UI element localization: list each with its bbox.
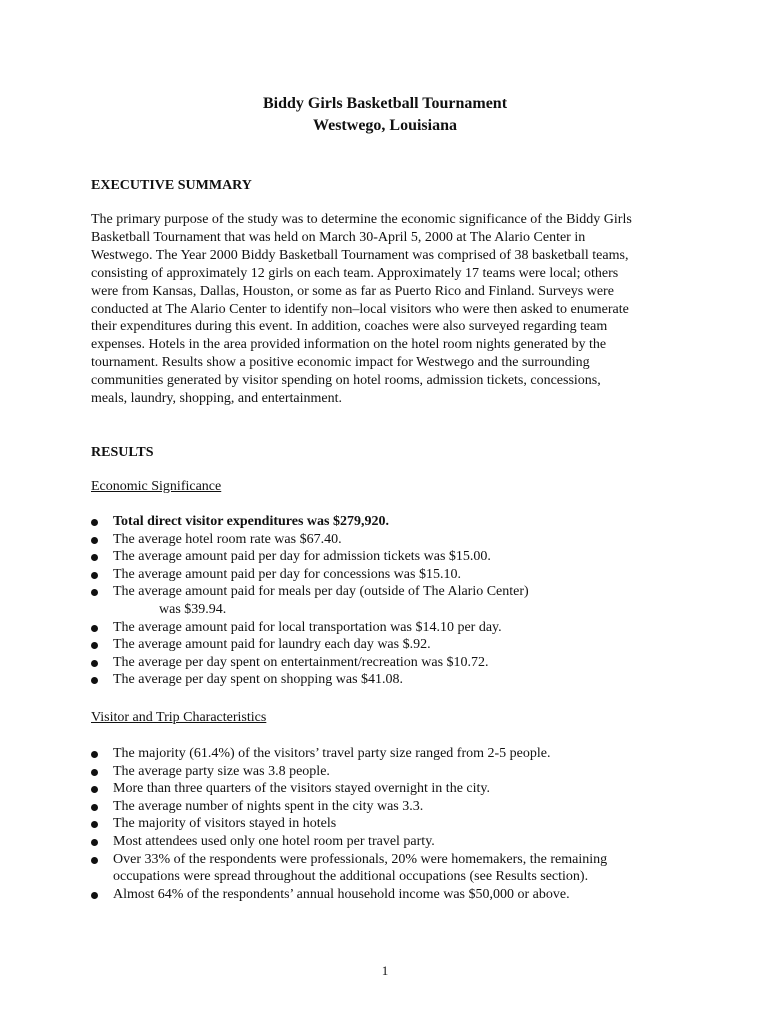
list-item-text: The average per day spent on entertainment/recreation was $10.72. (113, 654, 489, 670)
list-item-continuation: was $39.94. (159, 601, 227, 617)
bullet-icon (91, 804, 98, 811)
bullet-icon (91, 892, 98, 899)
bullet-icon (91, 857, 98, 864)
summary-line: meals, laundry, shopping, and entertainment. (91, 391, 343, 407)
bullet-icon (91, 572, 98, 579)
visitor-trip-list (91, 745, 691, 903)
list-item (91, 886, 691, 904)
document-title: Biddy Girls Basketball Tournament (262, 95, 508, 112)
document-subtitle: Westwego, Louisiana (312, 117, 457, 134)
list-item-text: Total direct visitor expenditures was $279,920. (113, 514, 389, 529)
list-item-text: Almost 64% of the respondents’ annual household income was $50,000 or above. (113, 886, 570, 902)
list-item-text: Over 33% of the respondents were professionals, 20% were homemakers, the remaining (113, 851, 608, 867)
executive-summary-paragraph (91, 211, 691, 408)
bullet-icon (91, 625, 98, 632)
executive-summary-heading: EXECUTIVE SUMMARY (91, 178, 252, 193)
summary-line: conducted at The Alario Center to identify non–local visitors who were then asked to enumerate (91, 301, 629, 317)
list-item (91, 815, 691, 833)
summary-line: Basketball Tournament that was held on March 30-April 5, 2000 at The Alario Center in (91, 229, 586, 245)
economic-significance-subheading: Economic Significance (91, 479, 222, 494)
bullet-icon (91, 677, 98, 684)
list-item (91, 851, 691, 886)
bullet-icon (91, 642, 98, 649)
list-item-text: The average amount paid per day for concessions was $15.10. (113, 566, 461, 582)
bullet-icon (91, 519, 98, 526)
summary-line: were from Kansas, Dallas, Houston, or some as far as Puerto Rico and Finland. Surveys were (91, 283, 614, 299)
list-item-text: The average per day spent on shopping was $41.08. (113, 672, 404, 688)
list-item-text: The average amount paid for meals per day (outside of The Alario Center) (113, 584, 529, 600)
list-item-text: The average amount paid per day for admission tickets was $15.00. (113, 549, 491, 565)
summary-line: expenses. Hotels in the area provided information on the hotel room nights generated by the (91, 337, 607, 353)
list-item (91, 619, 691, 637)
summary-line: their expenditures during this event. In addition, coaches were also surveyed regarding team (91, 319, 608, 335)
bullet-icon (91, 769, 98, 776)
list-item (91, 583, 691, 618)
bullet-icon (91, 554, 98, 561)
list-item (91, 531, 691, 549)
list-item (91, 513, 691, 531)
bullet-icon (91, 537, 98, 544)
bullet-icon (91, 751, 98, 758)
list-item-text: Most attendees used only one hotel room per travel party. (113, 833, 435, 849)
summary-line: The primary purpose of the study was to determine the economic significance of the Biddy Girls (91, 212, 632, 227)
list-item (91, 671, 691, 689)
list-item (91, 745, 691, 763)
list-item-text: The average amount paid for laundry each day was $.92. (113, 637, 431, 653)
list-item-text: The average number of nights spent in the city was 3.3. (113, 798, 424, 814)
list-item-text: The majority (61.4%) of the visitors’ travel party size ranged from 2-5 people. (113, 746, 551, 761)
bullet-icon (91, 589, 98, 596)
list-item-continuation: occupations were spread throughout the additional occupations (see Results section). (113, 869, 589, 885)
list-item (91, 780, 691, 798)
list-item (91, 636, 691, 654)
visitor-trip-subheading: Visitor and Trip Characteristics (91, 710, 267, 725)
summary-line: communities generated by visitor spending on hotel rooms, admission tickets, concessions, (91, 373, 601, 389)
bullet-icon (91, 660, 98, 667)
list-item-text: The average hotel room rate was $67.40. (113, 531, 342, 547)
list-item (91, 763, 691, 781)
list-item-text: The majority of visitors stayed in hotels (113, 816, 337, 832)
list-item-text: The average party size was 3.8 people. (113, 763, 330, 779)
summary-line: consisting of approximately 12 girls on each team. Approximately 17 teams were local; others (91, 265, 619, 281)
list-item-text: The average amount paid for local transportation was $14.10 per day. (113, 619, 502, 635)
list-item-text: More than three quarters of the visitors stayed overnight in the city. (113, 781, 490, 797)
list-item (91, 833, 691, 851)
bullet-icon (91, 839, 98, 846)
summary-line: tournament. Results show a positive economic impact for Westwego and the surrounding (91, 355, 590, 371)
bullet-icon (91, 786, 98, 793)
list-item (91, 798, 691, 816)
page-number: 1 (381, 963, 389, 978)
summary-line: Westwego. The Year 2000 Biddy Basketball Tournament was comprised of 38 basketball teams, (91, 247, 629, 263)
list-item (91, 654, 691, 672)
bullet-icon (91, 821, 98, 828)
list-item (91, 566, 691, 584)
results-heading: RESULTS (91, 445, 154, 460)
list-item (91, 548, 691, 566)
economic-significance-list (91, 513, 691, 689)
